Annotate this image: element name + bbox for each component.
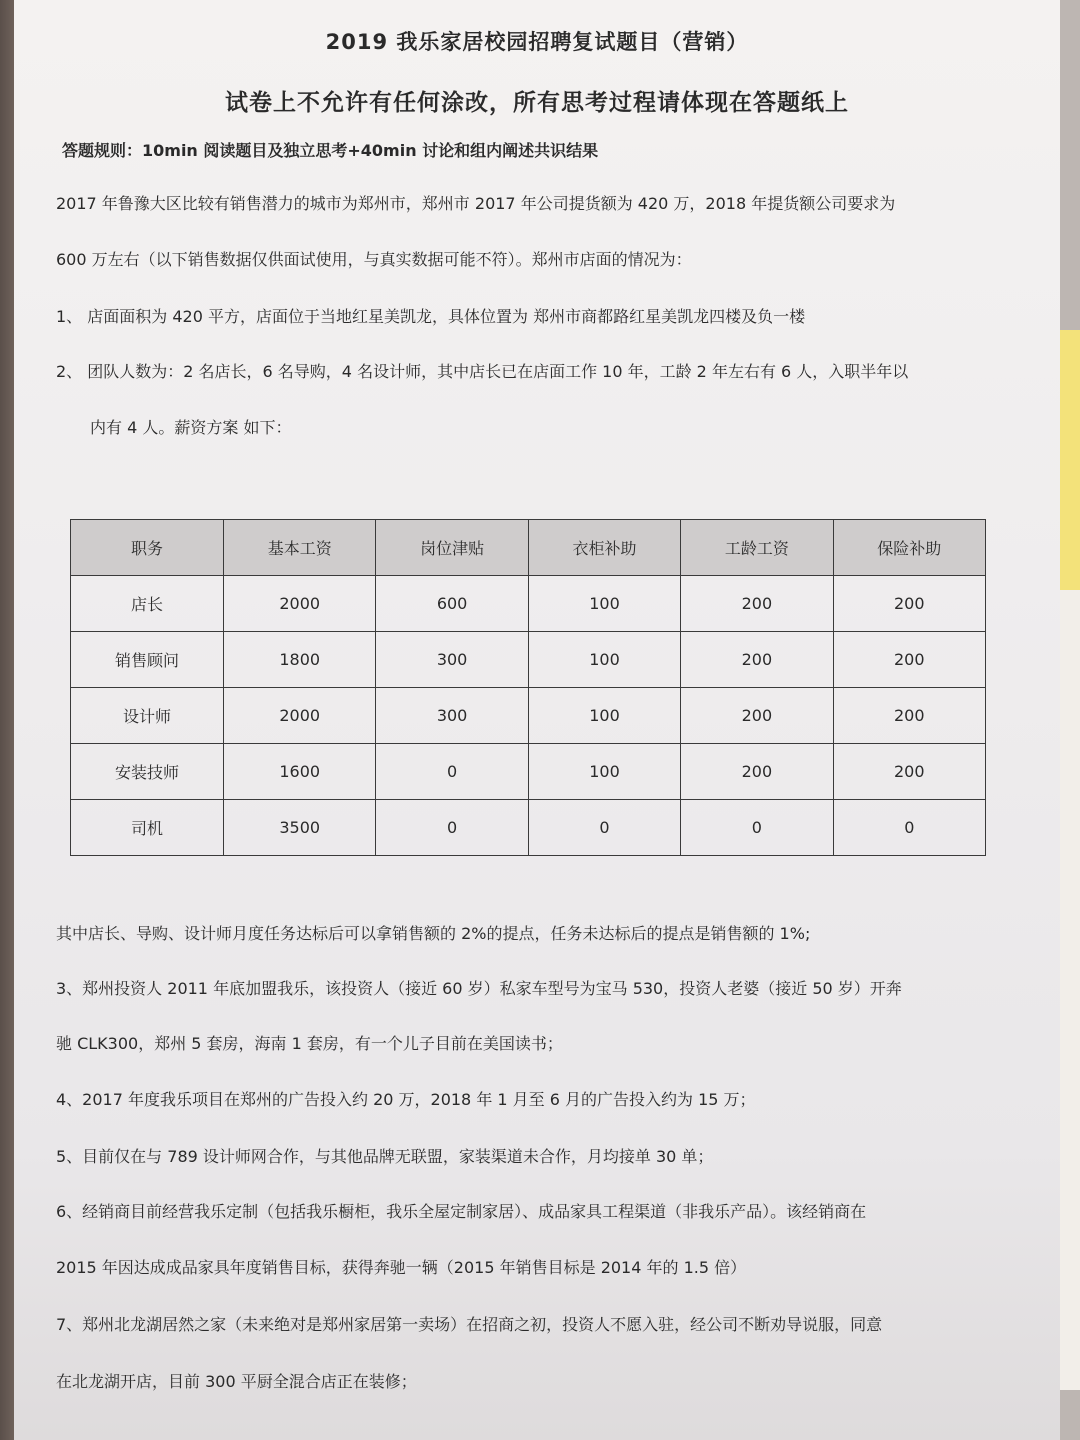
table-row [71,744,986,800]
table-cell: 2000 [224,576,376,632]
table-cell: 设计师 [71,688,224,744]
table-cell: 3500 [224,800,376,856]
salary-table [70,519,986,856]
item-4: 4、2017 年度我乐项目在郑州的广告投入约 20 万，2018 年 1 月至 6 月的广告投入约为 15 万； [56,1090,756,1109]
item-1: 1、 店面面积为 420 平方，店面位于当地红星美凯龙，具体位置为 郑州市商都路红星美凯龙四楼及负一楼 [56,307,806,326]
table-cell: 600 [376,576,528,632]
table-cell: 200 [681,688,833,744]
table-cell: 销售顾问 [71,632,224,688]
table-cell: 店长 [71,576,224,632]
table-cell: 司机 [71,800,224,856]
table-cell: 200 [681,744,833,800]
table-row [71,800,986,856]
table-header-cell: 工龄工资 [681,520,833,576]
page-title: 2019 我乐家居校园招聘复试题目（营销） [325,30,749,54]
table-cell: 0 [376,800,528,856]
table-cell: 200 [833,688,985,744]
table-cell: 100 [528,688,680,744]
table-header-cell: 基本工资 [224,520,376,576]
table-row [71,632,986,688]
item-6-line-2: 2015 年因达成成品家具年度销售目标，获得奔驰一辆（2015 年销售目标是 2014 年的 1.5 倍） [56,1258,747,1277]
table-cell: 100 [528,632,680,688]
answer-rules: 答题规则：10min 阅读题目及独立思考+40min 讨论和组内阐述共识结果 [62,141,599,160]
table-row [71,576,986,632]
table-cell: 1600 [224,744,376,800]
item-2-line-1: 2、 团队人数为：2 名店长，6 名导购，4 名设计师，其中店长已在店面工作 10 年，工龄 2 年左右有 6 人，入职半年以 [56,362,909,381]
table-cell: 200 [681,576,833,632]
table-cell: 200 [833,576,985,632]
item-3-line-1: 3、郑州投资人 2011 年底加盟我乐，该投资人（接近 60 岁）私家车型号为宝马 530，投资人老婆（接近 50 岁）开奔 [56,979,902,998]
item-3-line-2: 驰 CLK300，郑州 5 套房，海南 1 套房，有一个儿子目前在美国读书； [56,1034,563,1053]
intro-line-2: 600 万左右（以下销售数据仅供面试使用，与真实数据可能不符）。郑州市店面的情况为： [56,250,692,269]
table-cell: 安装技师 [71,744,224,800]
item-7-line-2: 在北龙湖开店，目前 300 平厨全混合店正在装修； [56,1372,417,1391]
item-7-line-1: 7、郑州北龙湖居然之家（未来绝对是郑州家居第一卖场）在招商之初，投资人不愿入驻，经公司不断劝导说服，同意 [56,1315,883,1334]
table-header-cell: 保险补助 [833,520,985,576]
table-cell: 0 [833,800,985,856]
table-header-cell: 岗位津贴 [376,520,528,576]
table-cell: 300 [376,632,528,688]
item-5: 5、目前仅在与 789 设计师网合作，与其他品牌无联盟，家装渠道未合作，月均接单 30 单； [56,1147,714,1166]
table-cell: 300 [376,688,528,744]
table-cell: 2000 [224,688,376,744]
commission-note: 其中店长、导购、设计师月度任务达标后可以拿销售额的 2%的提点，任务未达标后的提点是销售额的 1%; [56,924,811,943]
table-header-cell: 职务 [71,520,224,576]
item-2-line-2: 内有 4 人。薪资方案 如下： [90,418,292,437]
table-cell: 1800 [224,632,376,688]
table-cell: 100 [528,744,680,800]
table-header-cell: 衣柜补助 [528,520,680,576]
intro-line-1: 2017 年鲁豫大区比较有销售潜力的城市为郑州市，郑州市 2017 年公司提货额为 420 万，2018 年提货额公司要求为 [56,194,896,213]
exam-sheet [14,0,1060,1440]
table-cell: 200 [833,744,985,800]
table-cell: 200 [833,632,985,688]
table-cell: 0 [376,744,528,800]
table-cell: 0 [681,800,833,856]
item-6-line-1: 6、经销商目前经营我乐定制（包括我乐橱柜，我乐全屋定制家居）、成品家具工程渠道（非我乐产品）。该经销商在 [56,1202,867,1221]
table-cell: 100 [528,576,680,632]
table-header-row [71,520,986,576]
table-cell: 200 [681,632,833,688]
page-subtitle: 试卷上不允许有任何涂改，所有思考过程请体现在答题纸上 [225,90,849,116]
table-row [71,688,986,744]
table-cell: 0 [528,800,680,856]
